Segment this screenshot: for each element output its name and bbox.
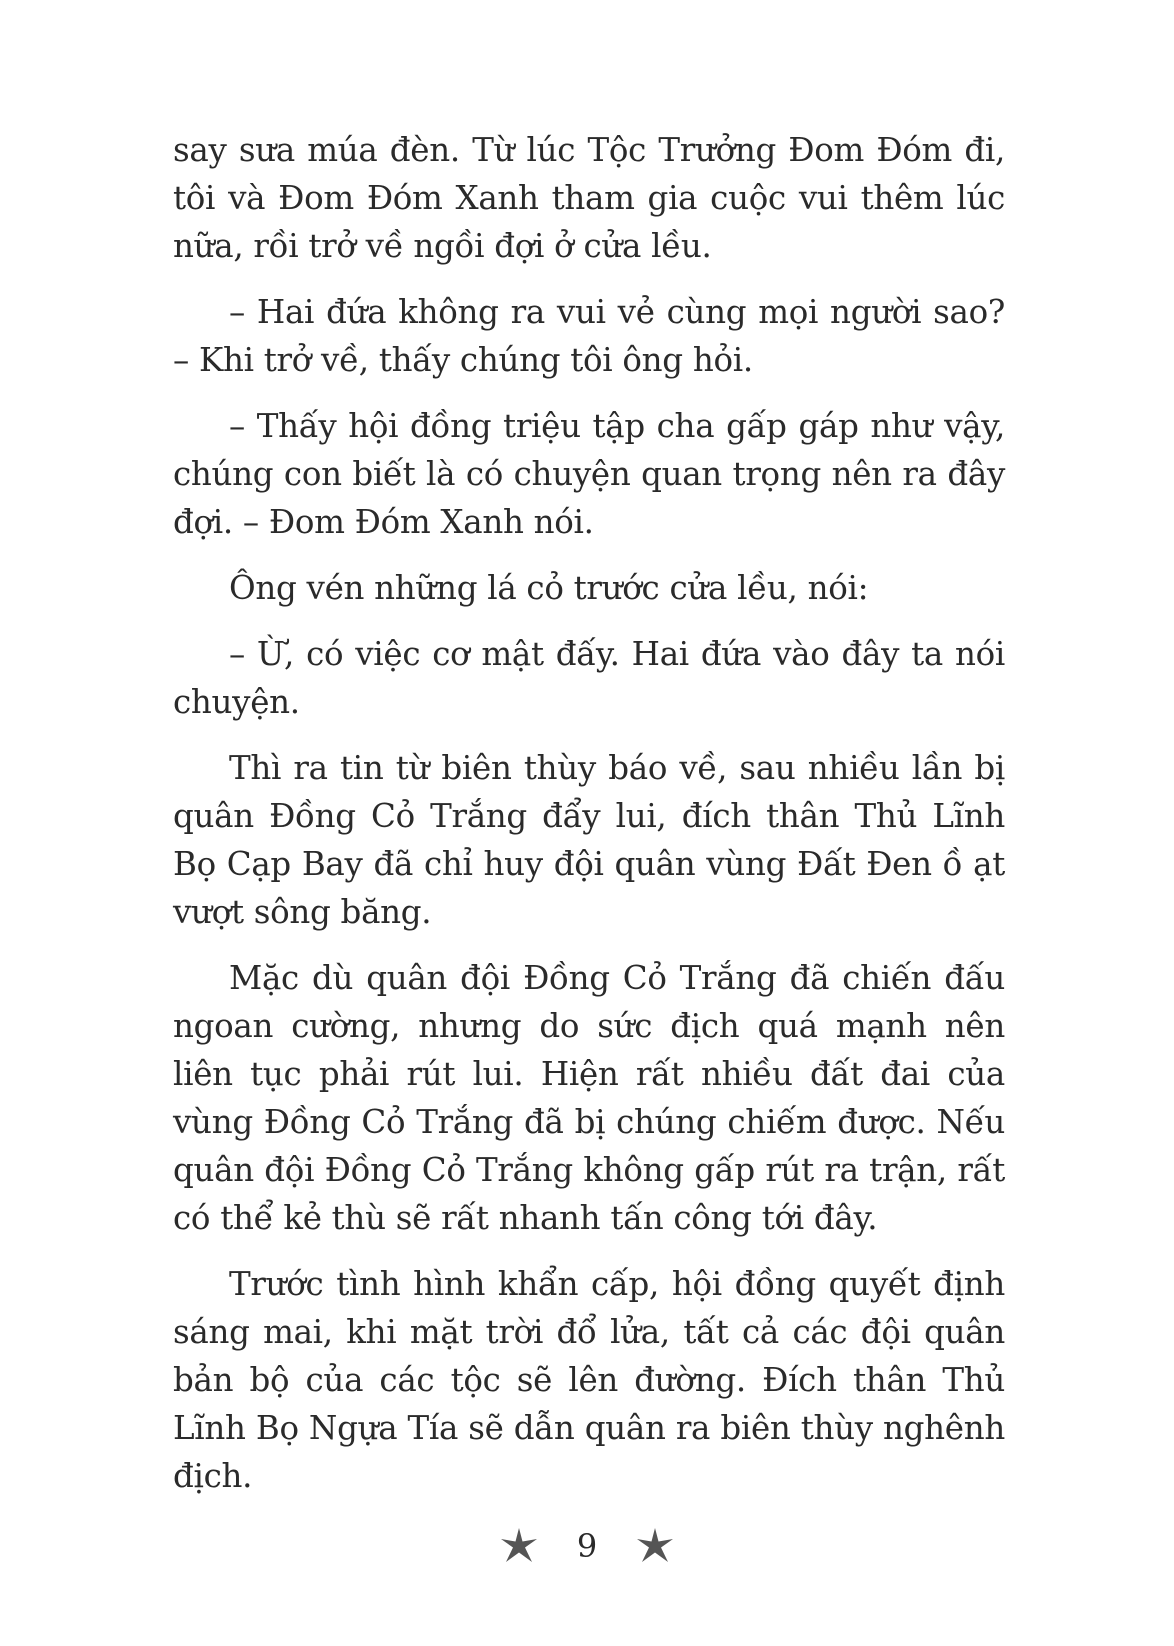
paragraph-5: – Ừ, có việc cơ mật đấy. Hai đứa vào đây ta nói chuyện. <box>173 635 1005 721</box>
paragraph-3: – Thấy hội đồng triệu tập cha gấp gáp như vậy, chúng con biết là có chuyện quan trọng nên ra đây đợi. – Đom Đóm Xanh nói. <box>173 407 1005 541</box>
paragraph-2: – Hai đứa không ra vui vẻ cùng mọi người sao? – Khi trở về, thấy chúng tôi ông hỏi. <box>173 293 1005 379</box>
paragraph-4: Ông vén những lá cỏ trước cửa lều, nói: <box>229 569 869 607</box>
right-star-icon <box>635 1526 675 1566</box>
paragraph-7: Mặc dù quân đội Đồng Cỏ Trắng đã chiến đấu ngoan cường, nhưng do sức địch quá mạnh nên liên tục phải rút lui. Hiện rất nhiều đất đai của vùng Đồng Cỏ Trắng đã bị chúng chiếm được. Nếu quân đội Đồng Cỏ Trắng không gấp rút ra trận, rất có thể kẻ thù sẽ rất nhanh tấn công tới đây. <box>173 959 1005 1237</box>
page-body <box>173 126 1005 1518</box>
paragraph-6: Thì ra tin từ biên thùy báo về, sau nhiều lần bị quân Đồng Cỏ Trắng đẩy lui, đích thân Thủ Lĩnh Bọ Cạp Bay đã chỉ huy đội quân vùng Đất Đen ồ ạt vượt sông băng. <box>173 749 1005 931</box>
page-footer <box>0 1520 1174 1572</box>
left-star-icon <box>499 1526 539 1566</box>
paragraph-1: say sưa múa đèn. Từ lúc Tộc Trưởng Đom Đóm đi, tôi và Đom Đóm Xanh tham gia cuộc vui thêm lúc nữa, rồi trở về ngồi đợi ở cửa lều. <box>173 131 1005 265</box>
paragraph-8: Trước tình hình khẩn cấp, hội đồng quyết định sáng mai, khi mặt trời đổ lửa, tất cả các đội quân bản bộ của các tộc sẽ lên đường. Đích thân Thủ Lĩnh Bọ Ngựa Tía sẽ dẫn quân ra biên thùy nghênh địch. <box>173 1265 1005 1495</box>
page-number: 9 <box>576 1527 598 1565</box>
